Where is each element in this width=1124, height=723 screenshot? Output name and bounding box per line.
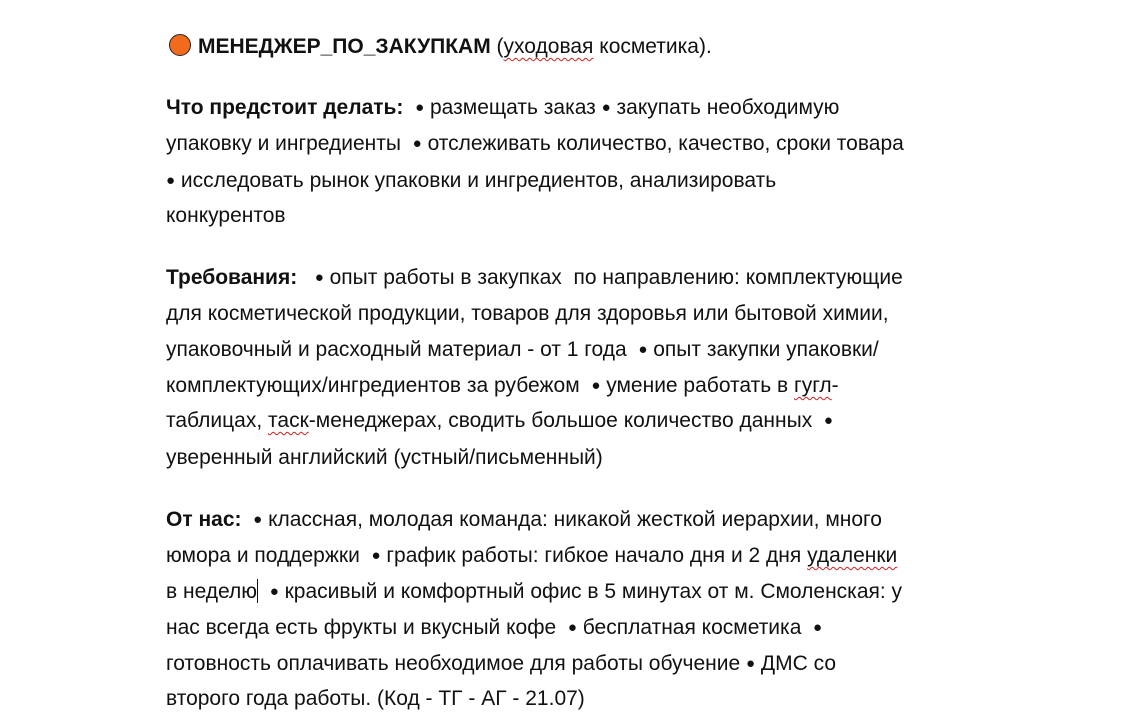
- text-segment: в неделю: [166, 580, 258, 603]
- bullet-icon: ●: [601, 99, 611, 116]
- text-segment: уверенный английский (устный/письменный): [166, 446, 603, 469]
- bullet-icon: ●: [269, 583, 279, 600]
- text-line: [166, 371, 839, 401]
- text-line: [166, 166, 776, 196]
- text-segment: таблицах,: [166, 409, 269, 432]
- bullet-icon: ●: [813, 619, 823, 636]
- text-segment: комплектующих/ингредиентов за рубежом: [166, 374, 592, 397]
- spell-error-word: гугл: [794, 374, 832, 397]
- subtitle-open: (: [490, 35, 504, 58]
- text-segment: ДМС со: [755, 652, 837, 675]
- text-segment: красивый и комфортный офис в 5 минутах от м. Смоленская: у: [278, 580, 903, 603]
- bullet-icon: ●: [567, 619, 577, 636]
- bullet-icon: ●: [314, 269, 324, 286]
- bullet-icon: ●: [823, 412, 833, 429]
- text-segment: конкурентов: [166, 204, 286, 227]
- text-segment: умение работать в: [600, 374, 795, 397]
- text-line: [166, 263, 903, 293]
- text-line: [166, 129, 904, 159]
- orange-circle-icon: [169, 34, 191, 56]
- text-segment: исследовать рынок упаковки и ингредиентов, анализировать: [175, 169, 777, 192]
- text-segment: размещать заказ: [424, 96, 602, 119]
- bullet-icon: ●: [166, 172, 176, 189]
- section-heading: Что предстоит делать:: [166, 96, 404, 119]
- text-line: [166, 201, 286, 231]
- text-segment: график работы: гибкое начало дня и 2 дня: [380, 544, 808, 567]
- bullet-icon: ●: [253, 511, 263, 528]
- text-line: [166, 335, 879, 365]
- text-segment: [258, 580, 270, 603]
- text-segment: закупать необходимую: [610, 96, 840, 119]
- section-heading: От нас:: [166, 508, 242, 531]
- bullet-icon: ●: [412, 135, 422, 152]
- subtitle-rest: косметика).: [593, 35, 712, 58]
- text-segment: бесплатная косметика: [576, 616, 814, 639]
- text-segment: юмора и поддержки: [166, 544, 372, 567]
- job-title: МЕНЕДЖЕР_ПО_ЗАКУПКАМ: [198, 35, 491, 58]
- job-title-line: [198, 32, 712, 62]
- spell-error-word: таск: [268, 409, 309, 432]
- section-heading: Требования:: [166, 266, 298, 289]
- text-segment: [297, 266, 315, 289]
- spell-error-word: удаленки: [807, 544, 898, 567]
- text-segment: отслеживать количество, качество, сроки товара: [421, 132, 904, 155]
- text-segment: опыт работы в закупках по направлению: комплектующие: [323, 266, 903, 289]
- text-segment: упаковочный и расходный материал - от 1 года: [166, 338, 639, 361]
- text-segment: второго года работы. (Код - ТГ - АГ - 21.07): [166, 687, 585, 710]
- text-segment: для косметической продукции, товаров для здоровья или бытовой химии,: [166, 302, 889, 325]
- text-segment: -менеджерах, сводить большое количество данных: [308, 409, 824, 432]
- text-segment: [242, 508, 254, 531]
- text-segment: -: [831, 374, 839, 397]
- text-line: [166, 505, 882, 535]
- bullet-icon: ●: [745, 655, 756, 672]
- text-line: [166, 613, 822, 643]
- text-line: [166, 299, 889, 329]
- text-segment: упаковку и ингредиенты: [166, 132, 413, 155]
- text-line: [166, 649, 836, 679]
- spell-error-word: уходовая: [503, 35, 594, 58]
- text-segment: [403, 96, 415, 119]
- bullet-icon: ●: [371, 547, 381, 564]
- text-line: [166, 406, 833, 436]
- text-segment: классная, молодая команда: никакой жесткой иерархии, много: [262, 508, 882, 531]
- text-segment: готовность оплачивать необходимое для работы обучение: [166, 652, 746, 675]
- text-line: [166, 93, 839, 123]
- text-line: [166, 443, 603, 473]
- text-segment: нас всегда есть фрукты и вкусный кофе: [166, 616, 568, 639]
- text-line: [166, 541, 897, 571]
- text-line: [166, 577, 902, 607]
- bullet-icon: ●: [638, 341, 648, 358]
- bullet-icon: ●: [415, 99, 425, 116]
- text-segment: опыт закупки упаковки/: [647, 338, 879, 361]
- bullet-icon: ●: [591, 377, 601, 394]
- text-line: [166, 684, 585, 714]
